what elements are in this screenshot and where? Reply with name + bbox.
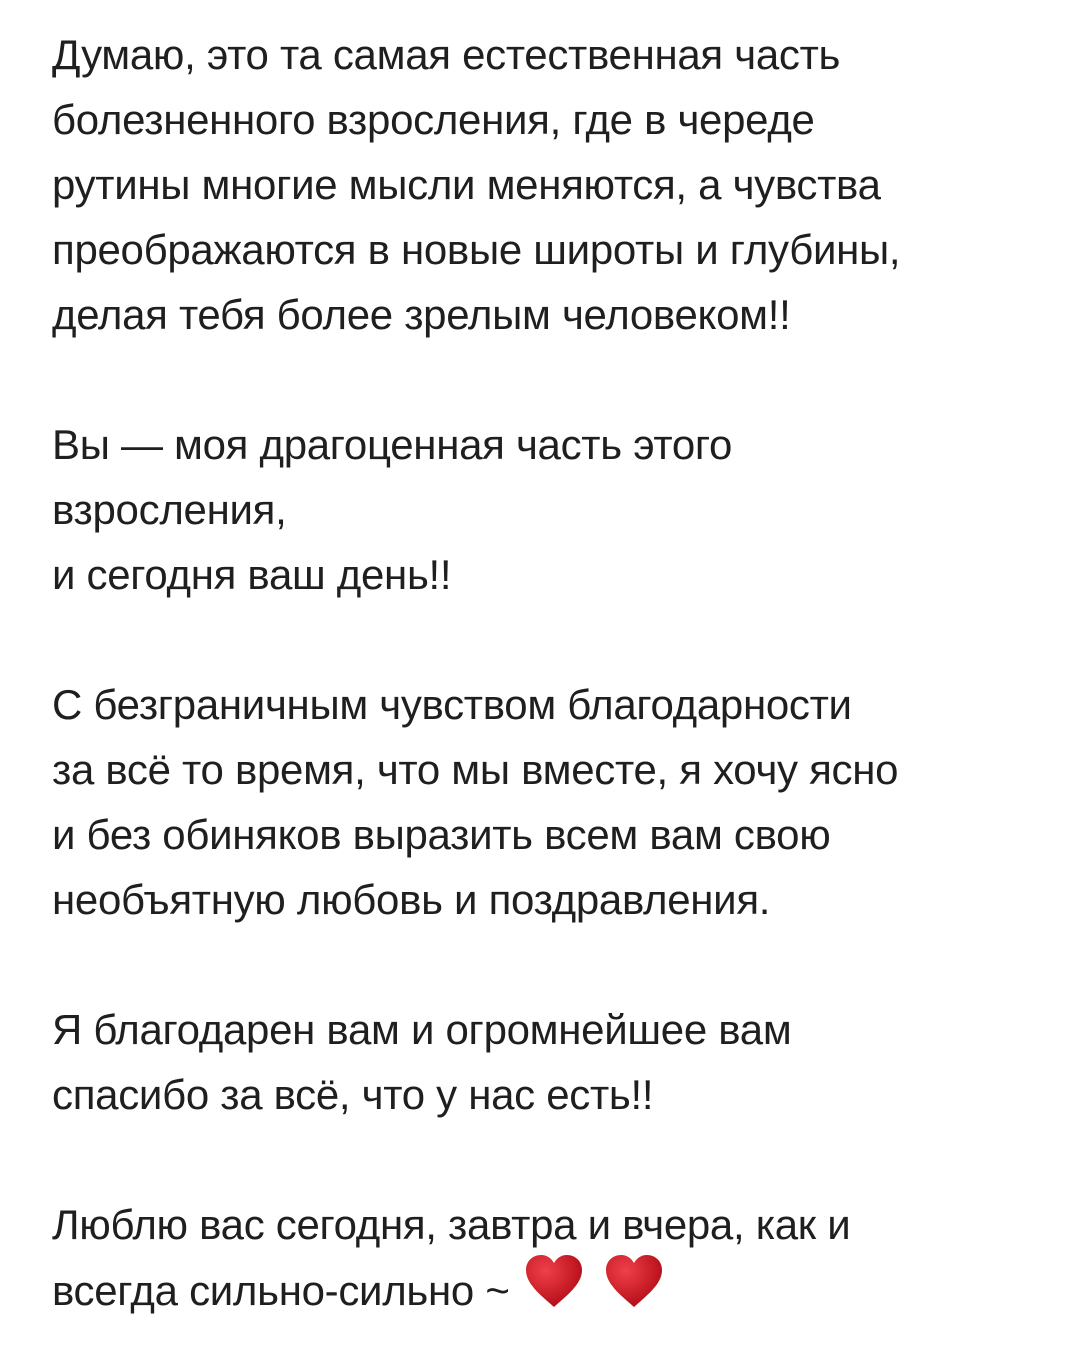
text-line: за всё то время, что мы вместе, я хочу ясно <box>52 746 899 793</box>
message-text <box>52 22 1052 1322</box>
text-line: болезненного взросления, где в череде <box>52 96 815 143</box>
text-line: и сегодня ваш день!! <box>52 551 452 598</box>
text-line: преображаются в новые широты и глубины, <box>52 226 901 273</box>
heart-icon <box>524 1253 584 1327</box>
text-line: взросления, <box>52 486 287 533</box>
heart-icon <box>604 1253 664 1327</box>
text-line: Я благодарен вам и огромнейшее вам <box>52 1006 792 1053</box>
paragraph-1 <box>52 22 1052 347</box>
text-line: С безграничным чувством благодарности <box>52 681 852 728</box>
paragraph-3 <box>52 672 1052 932</box>
text-line: Вы — моя драгоценная часть этого <box>52 421 733 468</box>
text-line: Думаю, это та самая естественная часть <box>52 31 841 78</box>
text-line: рутины многие мысли меняются, а чувства <box>52 161 881 208</box>
text-line: необъятную любовь и поздравления. <box>52 876 771 923</box>
text-line-with-hearts <box>52 1257 1052 1322</box>
text-line: всегда сильно-сильно ~ <box>52 1267 510 1315</box>
text-line: делая тебя более зрелым человеком!! <box>52 291 791 338</box>
text-line: и без обиняков выразить всем вам свою <box>52 811 831 858</box>
text-line: Люблю вас сегодня, завтра и вчера, как и <box>52 1201 851 1248</box>
text-line: спасибо за всё, что у нас есть!! <box>52 1071 654 1118</box>
paragraph-5 <box>52 1192 1052 1322</box>
paragraph-4 <box>52 997 1052 1127</box>
paragraph-2 <box>52 412 1052 607</box>
